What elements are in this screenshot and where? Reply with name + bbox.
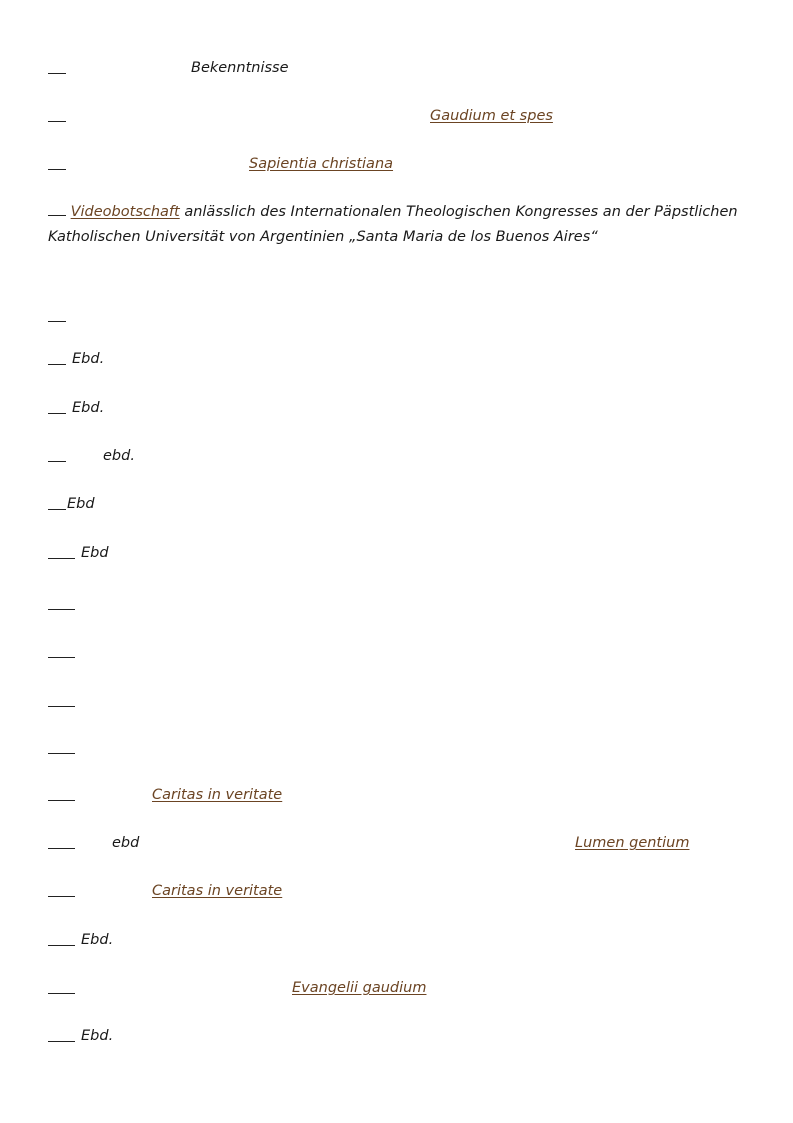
footnote-marker — [48, 543, 75, 559]
footnote-marker — [48, 58, 66, 74]
footnote-15 — [48, 785, 283, 807]
footnote-marker — [48, 738, 75, 754]
footnote-marker — [48, 833, 75, 849]
footnote-19 — [48, 978, 427, 1000]
footnote-text: Bekenntnisse — [191, 60, 289, 76]
lumen-gentium-link[interactable]: Lumen gentium — [575, 835, 690, 851]
footnote-9 — [48, 494, 95, 516]
footnote-marker — [48, 642, 75, 658]
footnote-12 — [48, 642, 75, 664]
footnote-marker — [48, 106, 66, 122]
footnote-text: Ebd. — [72, 351, 105, 367]
footnote-text: Ebd — [67, 496, 95, 512]
footnote-13 — [48, 691, 75, 713]
footnote-18 — [48, 930, 114, 952]
footnote-1 — [48, 58, 289, 80]
footnote-14 — [48, 738, 75, 760]
footnote-text: ebd — [112, 835, 140, 851]
footnote-marker — [48, 930, 75, 946]
caritas-in-veritate-link[interactable]: Caritas in veritate — [152, 787, 283, 803]
footnote-text: Ebd. — [81, 1028, 114, 1044]
footnote-20 — [48, 1026, 114, 1048]
footnote-marker — [48, 785, 75, 801]
evangelii-gaudium-link[interactable]: Evangelii gaudium — [292, 980, 427, 996]
footnote-7 — [48, 398, 105, 420]
footnote-11 — [48, 594, 75, 616]
footnote-marker — [48, 306, 66, 322]
footnote-text: ebd. — [103, 448, 135, 464]
footnote-marker — [48, 978, 75, 994]
footnote-8 — [48, 446, 135, 468]
footnote-4 — [48, 200, 748, 250]
footnote-3 — [48, 154, 394, 176]
footnote-17 — [48, 881, 283, 903]
footnote-text: Ebd. — [72, 400, 105, 416]
footnote-6 — [48, 349, 105, 371]
footnote-marker — [48, 1026, 75, 1042]
footnote-marker — [48, 881, 75, 897]
footnote-marker — [48, 349, 66, 365]
footnote-text: Ebd. — [81, 932, 114, 948]
sapientia-christiana-link[interactable]: Sapientia christiana — [249, 156, 394, 172]
footnote-marker — [48, 691, 75, 707]
footnote-marker — [48, 154, 66, 170]
footnote-2 — [48, 106, 553, 128]
footnote-marker — [48, 200, 66, 216]
footnote-marker — [48, 398, 66, 414]
footnote-marker — [48, 494, 66, 510]
footnote-text: Ebd — [81, 545, 109, 561]
footnote-marker — [48, 446, 66, 462]
footnote-16 — [48, 833, 690, 855]
caritas-in-veritate-link[interactable]: Caritas in veritate — [152, 883, 283, 899]
footnote-5 — [48, 306, 66, 328]
footnote-marker — [48, 594, 75, 610]
footnote-10 — [48, 543, 109, 565]
footnote-text: anlässlich des Internationalen Theologischen Kongresses an der Päpstlichen Katholischen Universität von Argentinien „Santa Maria de los Buenos Aires“ — [48, 204, 738, 245]
videobotschaft-link[interactable]: Videobotschaft — [70, 204, 180, 220]
gaudium-et-spes-link[interactable]: Gaudium et spes — [430, 108, 553, 124]
